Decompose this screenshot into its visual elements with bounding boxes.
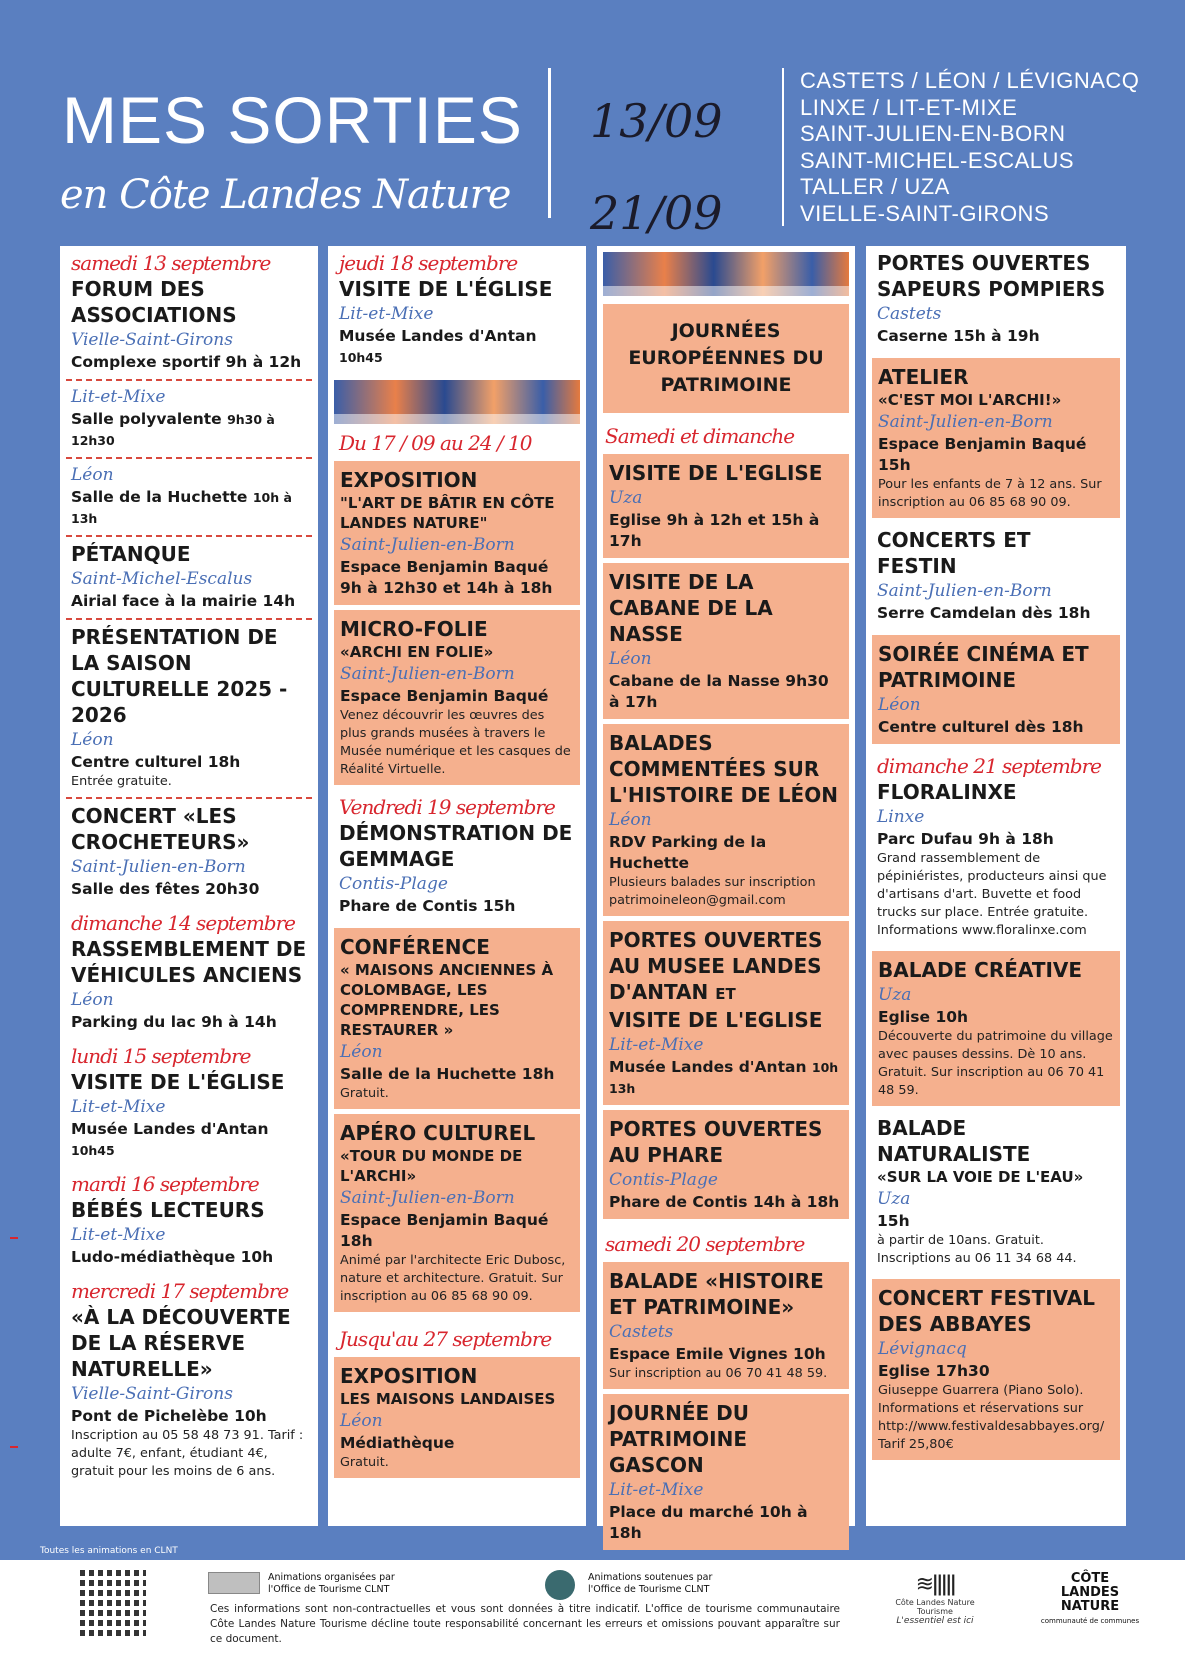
waves-icon: ≋ǀǀǀǀǀ [915,1572,955,1597]
divider [548,68,551,218]
event-town: Saint-Julien-en-Born [340,1188,515,1208]
event [334,461,580,605]
towns-list [800,68,1139,227]
event-place: Musée Landes d'Antan 10h45 [339,327,537,365]
event-date: jeudi 18 septembre [339,251,518,275]
event-title: BÉBÉS LECTEURS [71,1198,265,1222]
community-logo-text: CÔTE LANDES NATURE [1060,1571,1120,1614]
event-email: patrimoineleon@gmail.com [609,893,786,908]
event [66,537,312,620]
event-town: Lit-et-Mixe [71,387,166,407]
event-town: Lit-et-Mixe [71,1225,166,1245]
column-4 [866,246,1126,1526]
event-subtitle: «C'EST MOI L'ARCHI!» [878,391,1062,409]
event-place: Espace Benjamin Baqué 9h à 12h30 et 14h à 18h [340,558,553,597]
event-place: Place du marché 10h à 18h [609,1503,808,1542]
end-date: 21/09 [590,186,723,240]
event [603,724,849,916]
event-subtitle: "L'ART DE BÂTIR EN CÔTE LANDES NATURE" [340,494,555,532]
event-title: CONCERT FESTIVAL DES ABBAYES [878,1286,1096,1336]
event [603,921,849,1105]
event-place: Eglise 10h [878,1008,969,1026]
event-place: Salle des fêtes 20h30 [71,880,260,898]
event-town: Saint-Julien-en-Born [877,581,1052,601]
event-info: à partir de 10ans. Gratuit. Inscriptions au 06 11 34 68 44. [877,1233,1077,1266]
event [872,635,1120,744]
date-range [590,75,723,259]
event-date: samedi 13 septembre [71,251,271,275]
event-place: Espace Benjamin Baqué 18h [340,1211,549,1250]
event-place: Cabane de la Nasse 9h30 à 17h [609,672,829,711]
event-town: Lit-et-Mixe [609,1480,704,1500]
event [66,620,312,799]
event-place: Caserne 15h à 19h [877,327,1040,345]
event-date: Samedi et dimanche [605,424,795,448]
town-line: VIELLE-SAINT-GIRONS [800,200,1050,226]
event [334,610,580,785]
footer-note: Toutes les animations en CLNT [40,1546,178,1556]
tourism-logo [890,1572,980,1632]
event [872,1111,1120,1274]
event-place: Médiathèque [340,1434,455,1452]
event-info: Grand rassemblement de pépiniéristes, producteurs ainsi que d'artisans d'art. Buvette et food trucks sur place. Entrée gratuite. Informations www.floralinxe.com [877,851,1107,938]
event-title: VISITE DE LA CABANE DE LA NASSE [609,570,773,646]
start-date: 13/09 [590,94,723,148]
event-place: Parc Dufau 9h à 18h [877,830,1054,848]
event-date: lundi 15 septembre [71,1044,251,1068]
footer [0,1560,1185,1669]
event [872,749,1120,946]
event-place: Espace Benjamin Baqué 15h [878,435,1087,474]
event-town: Castets [877,304,942,324]
event-title: PÉTANQUE [71,542,191,566]
event-title: APÉRO CULTUREL [340,1121,536,1145]
supporter-label: Animations soutenues par l'Office de Tourisme CLNT [588,1572,713,1595]
event [66,799,312,906]
town-line: SAINT-MICHEL-ESCALUS [800,147,1075,173]
event-date: Du 17 / 09 au 24 / 10 [339,431,532,455]
event-title: BALADE «HISTOIRE ET PATRIMOINE» [609,1269,824,1319]
event-info: Gratuit. [340,1455,389,1470]
event [66,459,312,537]
event [872,1279,1120,1460]
event-town: Lit-et-Mixe [609,1035,704,1055]
event-place: 15h [877,1212,910,1230]
event [872,951,1120,1106]
heritage-banner-image [334,380,580,424]
event-title: RASSEMBLEMENT DE VÉHICULES ANCIENS [71,937,307,987]
column-3 [597,246,855,1542]
event [334,928,580,1109]
event-town: Léon [71,465,114,485]
divider [782,68,784,226]
town-line: TALLER / UZA [800,174,950,199]
disclaimer: Ces informations sont non-contractuelles et vous sont données à titre indicatif. L'office de tourisme communautaire Côte Landes Nature Tourisme décline toute responsabilité concernant les erreurs et omissions pouvant apparaître sur ce document. [210,1603,840,1645]
event-town: Léon [609,810,652,830]
crop-mark [10,1237,18,1239]
event-town: Uza [609,488,643,508]
page-title: MES SORTIES [62,83,523,157]
event-title: «À LA DÉCOUVERTE DE LA RÉSERVE NATURELLE» [71,1305,291,1381]
event-town: Uza [877,1189,911,1209]
event [872,523,1120,630]
event-place: Eglise 17h30 [878,1362,990,1380]
event [603,1262,849,1389]
event-place: Pont de Pichelèbe 10h [71,1407,267,1425]
event-subtitle: LES MAISONS LANDAISES [340,1390,556,1408]
town-line: LINXE / LIT-ET-MIXE [800,94,1018,120]
event-date: samedi 20 septembre [605,1232,805,1256]
organizer-logo [208,1572,260,1594]
event [66,381,312,459]
heritage-days-heading: JOURNÉES EUROPÉENNES DU PATRIMOINE [603,304,849,413]
event [872,246,1120,353]
event-title: SOIRÉE CINÉMA ET PATRIMOINE [878,642,1089,692]
event-title: CONFÉRENCE [340,935,490,959]
event-date: mercredi 17 septembre [71,1279,289,1303]
event-title: VISITE DE L'EGLISE [609,1008,823,1032]
event-place: Musée Landes d'Antan 10h 13h [609,1058,839,1096]
event-title: JOURNÉE DU PATRIMOINE GASCON [609,1401,749,1477]
event-place: Serre Camdelan dès 18h [877,604,1091,622]
event-info: Venez découvrir les œuvres des plus grands musées à travers le Musée numérique et les casques de Réalité Virtuelle. [340,708,571,777]
event-town: Vielle-Saint-Girons [71,330,233,350]
event-town: Saint-Julien-en-Born [340,535,515,555]
event-town: Saint-Michel-Escalus [71,569,253,589]
event-place: Phare de Contis 15h [339,897,516,915]
event-title: FLORALINXE [877,780,1017,804]
event-place: Salle de la Huchette 18h [340,1065,555,1083]
event-title: CONCERTS ET FESTIN [877,528,1031,578]
community-logo [1040,1572,1140,1628]
header [0,0,1185,240]
event [334,1357,580,1478]
community-logo-sub: communauté de communes [1040,1617,1140,1625]
event-title: BALADES COMMENTÉES SUR L'HISTOIRE DE LÉON [609,731,838,807]
event-info: Pour les enfants de 7 à 12 ans. Sur inscription au 06 85 68 90 09. [878,477,1102,510]
event-info: Gratuit. [340,1086,389,1101]
event-title: VISITE DE L'EGLISE [609,461,823,485]
event-town: Vielle-Saint-Girons [71,1384,233,1404]
event-place: Parking du lac 9h à 14h [71,1013,277,1031]
event-subtitle: «TOUR DU MONDE DE L'ARCHI» [340,1147,523,1185]
event-place: Centre culturel dès 18h [878,718,1084,736]
event-place: Complexe sportif 9h à 12h [71,353,302,371]
crop-mark [10,1446,18,1448]
town-line: SAINT-JULIEN-EN-BORN [800,121,1066,146]
tourism-tagline: L'essentiel est ici [896,1616,974,1626]
event-town: Contis-Plage [339,874,448,894]
event-town: Léon [340,1042,383,1062]
event-date: Vendredi 19 septembre [339,795,555,819]
event [66,246,312,381]
event-town: Lit-et-Mixe [339,304,434,324]
event-title: BALADE CRÉATIVE [878,958,1083,982]
event-place: Espace Emile Vignes 10h [609,1345,826,1363]
event-title: MICRO-FOLIE [340,617,488,641]
column-1 [60,246,318,1526]
event-title: PRÉSENTATION DE LA SAISON CULTURELLE 2025 - 2026 [71,625,288,727]
event [603,563,849,719]
event [603,454,849,558]
event-town: Léon [609,649,652,669]
event-title: PORTES OUVERTES AU MUSEE LANDES D'ANTAN ET [609,928,823,1004]
page-subtitle: en Côte Landes Nature [60,172,511,218]
event [334,1114,580,1312]
event [66,1039,312,1167]
event-title: EXPOSITION [340,1364,478,1388]
event-title: EXPOSITION [340,468,478,492]
event-info: Plusieurs balades sur inscription [609,875,816,890]
event [872,358,1120,518]
event [66,1274,312,1487]
event-town: Saint-Julien-en-Born [340,664,515,684]
event [603,1394,849,1550]
heritage-banner-image [603,252,849,296]
event [66,906,312,1039]
event-subtitle: «ARCHI EN FOLIE» [340,643,494,661]
organizer-label: Animations organisées par l'Office de Tourisme CLNT [268,1572,395,1595]
event-place: Eglise 9h à 12h et 15h à 17h [609,511,820,550]
event-title: PORTES OUVERTES AU PHARE [609,1117,823,1167]
event-place: Salle de la Huchette 10h à 13h [71,488,292,526]
event-date: dimanche 14 septembre [71,911,295,935]
event-place: Airial face à la mairie 14h [71,592,296,610]
event-title: CONCERT «LES CROCHETEURS» [71,804,250,854]
event-title: PORTES OUVERTES SAPEURS POMPIERS [877,251,1106,301]
event-title: ATELIER [878,365,969,389]
event-town: Linxe [877,807,925,827]
event [334,790,580,923]
event-info: Giuseppe Guarrera (Piano Solo). Informations et réservations sur http://www.festivaldesabbayes.org/ Tarif 25,80€ [878,1383,1105,1452]
event-town: Léon [878,695,921,715]
event-place: RDV Parking de la Huchette [609,833,767,872]
event-town: Saint-Julien-en-Born [878,412,1053,432]
supporter-logo [545,1570,575,1600]
event-info: Animé par l'architecte Eric Dubosc, nature et architecture. Gratuit. Sur inscription au 06 85 68 90 09. [340,1253,566,1304]
event-info: Inscription au 05 58 48 73 91. Tarif : adulte 7€, enfant, étudiant 4€, gratuit pour les moins de 6 ans. [71,1428,304,1479]
event-title: VISITE DE L'ÉGLISE [339,277,553,301]
qr-code-icon[interactable] [80,1570,146,1636]
event [603,1110,849,1219]
event-town: Castets [609,1322,674,1342]
event-subtitle: « MAISONS ANCIENNES À COLOMBAGE, LES COMPRENDRE, LES RESTAURER » [340,961,554,1039]
event-place: Salle polyvalente 9h30 à 12h30 [71,410,275,448]
event-place: Espace Benjamin Baqué [340,687,549,705]
tourism-logo-text: Côte Landes Nature Tourisme [895,1598,975,1616]
event-title: DÉMONSTRATION DE GEMMAGE [339,821,573,871]
event-town: Lévignacq [878,1339,967,1359]
event-town: Saint-Julien-en-Born [71,857,246,877]
column-2 [328,246,586,1526]
event-place: Musée Landes d'Antan 10h45 [71,1120,269,1158]
event-title: BALADE NATURALISTE [877,1116,1031,1166]
event-info: Découverte du patrimoine du village avec pauses dessins. Dè 10 ans. Gratuit. Sur inscription au 06 70 41 48 59. [878,1029,1113,1098]
event-town: Lit-et-Mixe [71,1097,166,1117]
event-place: Phare de Contis 14h à 18h [609,1193,840,1211]
event-town: Uza [878,985,912,1005]
event-town: Léon [71,990,114,1010]
event-place: Centre culturel 18h [71,753,241,771]
event-date: mardi 16 septembre [71,1172,259,1196]
event-info: Sur inscription au 06 70 41 48 59. [609,1366,828,1381]
event-title: VISITE DE L'ÉGLISE [71,1070,285,1094]
event-place: Ludo-médiathèque 10h [71,1248,274,1266]
event [66,1167,312,1274]
event-subtitle: «SUR LA VOIE DE L'EAU» [877,1168,1084,1186]
event-town: Léon [340,1411,383,1431]
event [334,246,580,374]
event-info: Entrée gratuite. [71,774,172,789]
town-line: CASTETS / LÉON / LÉVIGNACQ [800,68,1140,93]
event-date: dimanche 21 septembre [877,754,1101,778]
event-town: Léon [71,730,114,750]
event-title: FORUM DES ASSOCIATIONS [71,277,237,327]
event-town: Contis-Plage [609,1170,718,1190]
event-date: Jusqu'au 27 septembre [339,1327,552,1351]
